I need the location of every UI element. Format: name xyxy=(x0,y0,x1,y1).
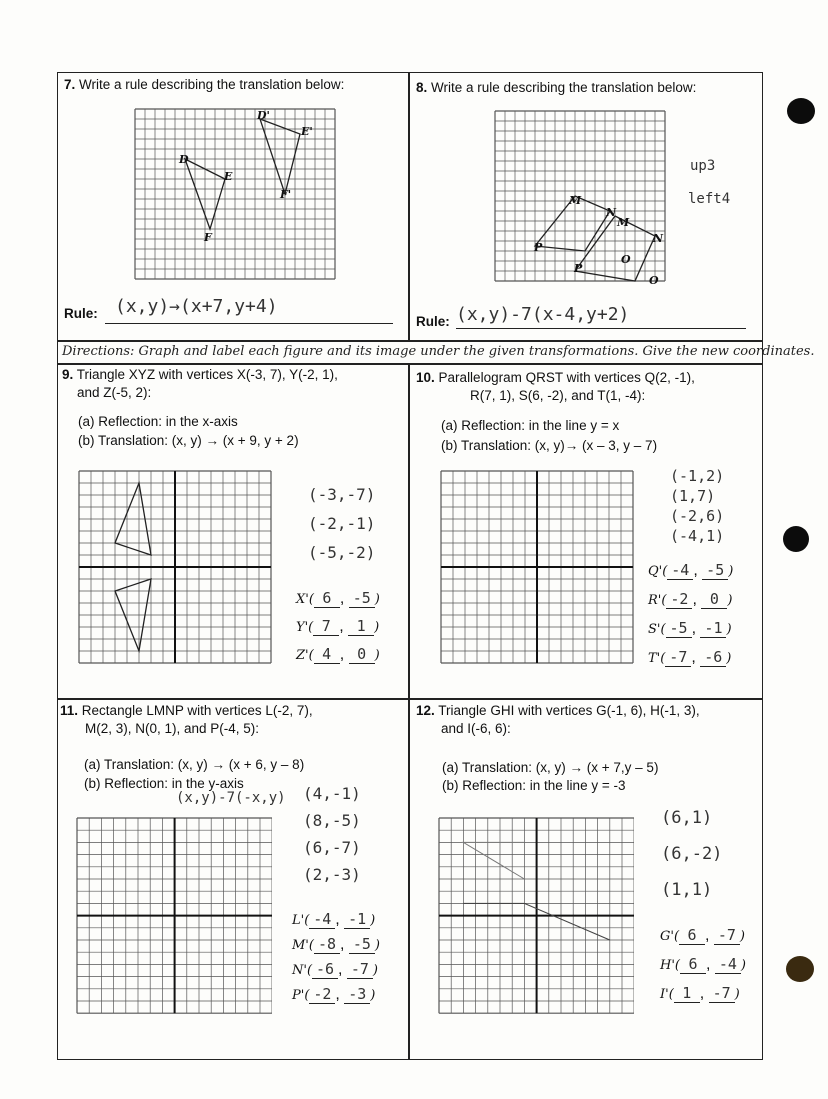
divider-top xyxy=(408,72,410,340)
q12-answer-label: I'( xyxy=(660,987,674,1002)
q8-rule-label: Rule: xyxy=(416,314,450,329)
q7-graph xyxy=(134,108,340,284)
q11-work xyxy=(303,780,361,888)
q12-graph xyxy=(438,817,634,1017)
q8-number: 8. xyxy=(416,80,428,95)
q11-answer-x[interactable]: -6 xyxy=(312,960,338,979)
q9-work-line: (-5,-2) xyxy=(308,543,376,562)
label-p-prime: P xyxy=(534,241,543,254)
q10-answer-close: ) xyxy=(726,651,732,666)
punch-hole-top xyxy=(787,98,815,124)
q11-answer-y[interactable]: -3 xyxy=(344,985,370,1004)
q12-answer-row xyxy=(660,926,745,945)
q9-part-a: (a) Reflection: in the x-axis xyxy=(78,414,238,429)
q9-answer-row xyxy=(296,617,379,636)
q8-graph xyxy=(494,110,672,286)
q11-answer-x[interactable]: -4 xyxy=(309,910,335,929)
q9-work-line: (-3,-7) xyxy=(308,485,376,504)
q10-answer-comma: , xyxy=(691,649,701,666)
q11-answer-comma: , xyxy=(335,986,345,1003)
q11-answer-row xyxy=(292,910,375,929)
q9-answer-row xyxy=(296,645,380,664)
divider-bottom xyxy=(408,698,410,1059)
q9-work-line: (-2,-1) xyxy=(308,514,376,533)
q8-text: Write a rule describing the translation below: xyxy=(431,80,697,95)
q11-part-a: (a) Translation: (x, y) → (x + 6, y – 8) xyxy=(84,757,305,772)
q12-line2: and I(-6, 6): xyxy=(441,721,511,736)
divider-middle xyxy=(408,363,410,699)
q12-work-line: (6,1) xyxy=(661,808,713,828)
q9-answer-y[interactable]: 0 xyxy=(349,645,375,664)
q10-answer-comma: , xyxy=(693,562,703,579)
q12-answer-x[interactable]: 6 xyxy=(679,926,705,945)
q10-work-line: (1,7) xyxy=(670,487,716,505)
q9-answer-row xyxy=(296,589,380,608)
q11-answer-close: ) xyxy=(374,938,380,953)
q9-answer-close: ) xyxy=(374,648,380,663)
q11-number: 11. xyxy=(60,703,79,718)
q10-work-line: (-1,2) xyxy=(670,467,725,485)
q10-answer-row xyxy=(648,619,732,638)
q7-prompt xyxy=(64,76,344,94)
q11-answer-label: N'( xyxy=(292,963,313,978)
punch-hole-middle xyxy=(783,526,809,552)
q12-answer-y[interactable]: -4 xyxy=(715,955,741,974)
q9-answer-comma: , xyxy=(339,646,349,663)
q9-prompt xyxy=(62,366,338,402)
q12-answer-comma: , xyxy=(705,927,714,944)
q12-answer-close: ) xyxy=(740,958,746,973)
divider-rule-row xyxy=(57,340,762,342)
q12-answer-close: ) xyxy=(739,929,745,944)
q10-part-a: (a) Reflection: in the line y = x xyxy=(441,418,620,433)
q9-answer-x[interactable]: 7 xyxy=(313,617,339,636)
label-e: E xyxy=(224,170,233,183)
q12-part-a: (a) Translation: (x, y) → (x + 7,y – 5) xyxy=(442,760,659,775)
q10-answer-label: R'( xyxy=(648,593,667,608)
q10-answer-y[interactable]: -5 xyxy=(702,561,728,580)
q10-answer-comma: , xyxy=(692,591,702,608)
q12-answer-y[interactable]: -7 xyxy=(709,984,735,1003)
label-m: M xyxy=(617,216,630,229)
q11-answer-comma: , xyxy=(338,961,347,978)
label-n-prime: N xyxy=(606,206,617,219)
q11-answer-comma: , xyxy=(335,911,345,928)
q11-answer-x[interactable]: -2 xyxy=(309,985,335,1004)
q9-answer-label: Y'( xyxy=(296,620,314,635)
q10-answer-row xyxy=(648,590,732,609)
q10-answer-label: Q'( xyxy=(648,564,668,579)
q11-graph xyxy=(76,817,272,1017)
q11-answer-row xyxy=(292,935,380,954)
q11-answer-label: L'( xyxy=(292,913,310,928)
q7-rule-line xyxy=(105,323,393,324)
q11-answer-y[interactable]: -7 xyxy=(347,960,373,979)
q11-answer-comma: , xyxy=(339,936,349,953)
q12-answer-row xyxy=(660,984,740,1003)
q12-work-line: (6,-2) xyxy=(661,844,723,864)
q10-work-line: (-2,6) xyxy=(670,507,725,525)
q12-answer-row xyxy=(660,955,746,974)
label-d: D xyxy=(179,153,189,166)
q11-part-b: (b) Reflection: in the y-axis xyxy=(84,776,244,791)
q10-prompt xyxy=(416,369,695,405)
q10-answer-close: ) xyxy=(728,564,734,579)
label-n: N xyxy=(653,232,664,245)
q10-number: 10. xyxy=(416,370,435,385)
q8-note-up: up3 xyxy=(690,158,716,174)
q12-work-line: (1,1) xyxy=(661,880,713,900)
q9-answer-label: Z'( xyxy=(296,648,314,663)
q11-prompt xyxy=(60,702,313,738)
q12-answer-x[interactable]: 6 xyxy=(680,955,706,974)
punch-hole-bottom xyxy=(786,956,814,982)
q10-part-b: (b) Translation: (x, y)→ (x – 3, y – 7) xyxy=(441,438,658,453)
grid-lines xyxy=(77,818,272,1013)
divider-directions xyxy=(57,363,762,365)
q11-answer-row xyxy=(292,985,375,1004)
q10-answer-y[interactable]: -6 xyxy=(700,648,726,667)
q10-answer-x[interactable]: -2 xyxy=(666,590,692,609)
q10-answer-close: ) xyxy=(726,622,732,637)
q10-answer-x[interactable]: -5 xyxy=(666,619,692,638)
q11-line1: Rectangle LMNP with vertices L(-2, 7), xyxy=(81,703,313,718)
q11-answer-x[interactable]: -8 xyxy=(314,935,340,954)
q10-answer-label: T'( xyxy=(648,651,666,666)
q7-rule-label: Rule: xyxy=(64,306,98,321)
q12-answer-label: H'( xyxy=(660,958,680,973)
grid-lines xyxy=(439,818,634,1013)
q11-answer-y[interactable]: -5 xyxy=(349,935,375,954)
q12-work xyxy=(661,800,722,908)
q9-answer-y[interactable]: 1 xyxy=(348,617,374,636)
q8-prompt xyxy=(416,79,696,97)
q9-work xyxy=(308,480,375,567)
q7-rule-answer[interactable]: (x,y)→(x+7,y+4) xyxy=(115,296,278,317)
q12-answer-label: G'( xyxy=(660,929,680,944)
q10-graph xyxy=(440,470,636,664)
q11-work-line: (6,-7) xyxy=(303,838,361,857)
q11-line2: M(2, 3), N(0, 1), and P(-4, 5): xyxy=(85,721,260,736)
q10-line1: Parallelogram QRST with vertices Q(2, -1), xyxy=(438,370,695,385)
q10-answer-comma: , xyxy=(691,620,701,637)
label-f: F xyxy=(204,231,212,244)
q9-line1: Triangle XYZ with vertices X(-3, 7), Y(-2, 1), xyxy=(76,367,338,382)
q11-answer-y[interactable]: -1 xyxy=(344,910,370,929)
label-d-prime: D' xyxy=(257,109,270,122)
q11-answer-close: ) xyxy=(370,988,376,1003)
label-p: P xyxy=(574,262,583,275)
q9-answer-close: ) xyxy=(374,620,380,635)
q9-line2: and Z(-5, 2): xyxy=(77,385,152,400)
q12-prompt xyxy=(416,702,700,738)
divider-bottom-row xyxy=(57,698,762,700)
q11-note: (x,y)-7(-x,y) xyxy=(176,790,286,806)
triangle-def-image xyxy=(260,119,300,194)
q8-rule-line xyxy=(456,328,746,329)
q10-answer-y[interactable]: 0 xyxy=(701,590,727,609)
q12-line1: Triangle GHI with vertices G(-1, 6), H(-1, 3), xyxy=(438,703,700,718)
label-o: O xyxy=(649,274,659,286)
q8-rule-answer[interactable]: (x,y)-7(x-4,y+2) xyxy=(456,304,630,325)
q9-answer-x[interactable]: 4 xyxy=(314,645,340,664)
q10-answer-label: S'( xyxy=(648,622,666,637)
q10-line2: R(7, 1), S(6, -2), and T(1, -4): xyxy=(470,388,646,403)
q12-answer-comma: , xyxy=(699,985,709,1002)
q10-answer-close: ) xyxy=(727,593,733,608)
q11-answer-close: ) xyxy=(370,913,376,928)
directions-text: Directions: Graph and label each figure and its image under the given transformations. Give the new coordinates. xyxy=(62,344,815,359)
q12-number: 12. xyxy=(416,703,435,718)
q11-answer-row xyxy=(292,960,378,979)
q8-note-left: left4 xyxy=(688,191,731,207)
q11-work-line: (2,-3) xyxy=(303,865,361,884)
q11-answer-label: P'( xyxy=(292,988,310,1003)
q9-answer-x[interactable]: 6 xyxy=(314,589,340,608)
q9-answer-close: ) xyxy=(374,592,380,607)
q9-graph xyxy=(78,470,274,664)
q9-number: 9. xyxy=(62,367,74,382)
q9-answer-label: X'( xyxy=(296,592,314,607)
q9-answer-y[interactable]: -5 xyxy=(349,589,375,608)
q11-answer-close: ) xyxy=(372,963,378,978)
q10-work xyxy=(670,466,724,546)
q12-answer-y[interactable]: -7 xyxy=(714,926,740,945)
q12-answer-close: ) xyxy=(734,987,740,1002)
q10-answer-row xyxy=(648,561,733,580)
q9-part-b: (b) Translation: (x, y) → (x + 9, y + 2) xyxy=(78,433,299,448)
q12-answer-x[interactable]: 1 xyxy=(674,984,700,1003)
q7-text: Write a rule describing the translation below: xyxy=(79,77,345,92)
grid-lines xyxy=(441,471,633,663)
q9-answer-comma: , xyxy=(339,618,349,635)
q10-answer-y[interactable]: -1 xyxy=(700,619,726,638)
q10-answer-row xyxy=(648,648,731,667)
q9-answer-comma: , xyxy=(339,590,349,607)
label-e-prime: E' xyxy=(301,125,313,138)
q10-answer-x[interactable]: -4 xyxy=(667,561,693,580)
q11-work-line: (4,-1) xyxy=(303,784,361,803)
grid-lines xyxy=(79,471,271,663)
label-o-prime: O xyxy=(621,253,631,266)
q11-answer-label: M'( xyxy=(292,938,314,953)
q11-work-line: (8,-5) xyxy=(303,811,361,830)
q7-number: 7. xyxy=(64,77,76,92)
triangle-ghi-sketch xyxy=(463,842,524,879)
label-m-prime: M xyxy=(569,194,582,207)
q12-answer-comma: , xyxy=(705,956,715,973)
q10-answer-x[interactable]: -7 xyxy=(665,648,691,667)
q10-work-line: (-4,1) xyxy=(670,527,725,545)
q12-part-b: (b) Reflection: in the line y = -3 xyxy=(442,778,626,793)
label-f-prime: F' xyxy=(280,188,292,201)
